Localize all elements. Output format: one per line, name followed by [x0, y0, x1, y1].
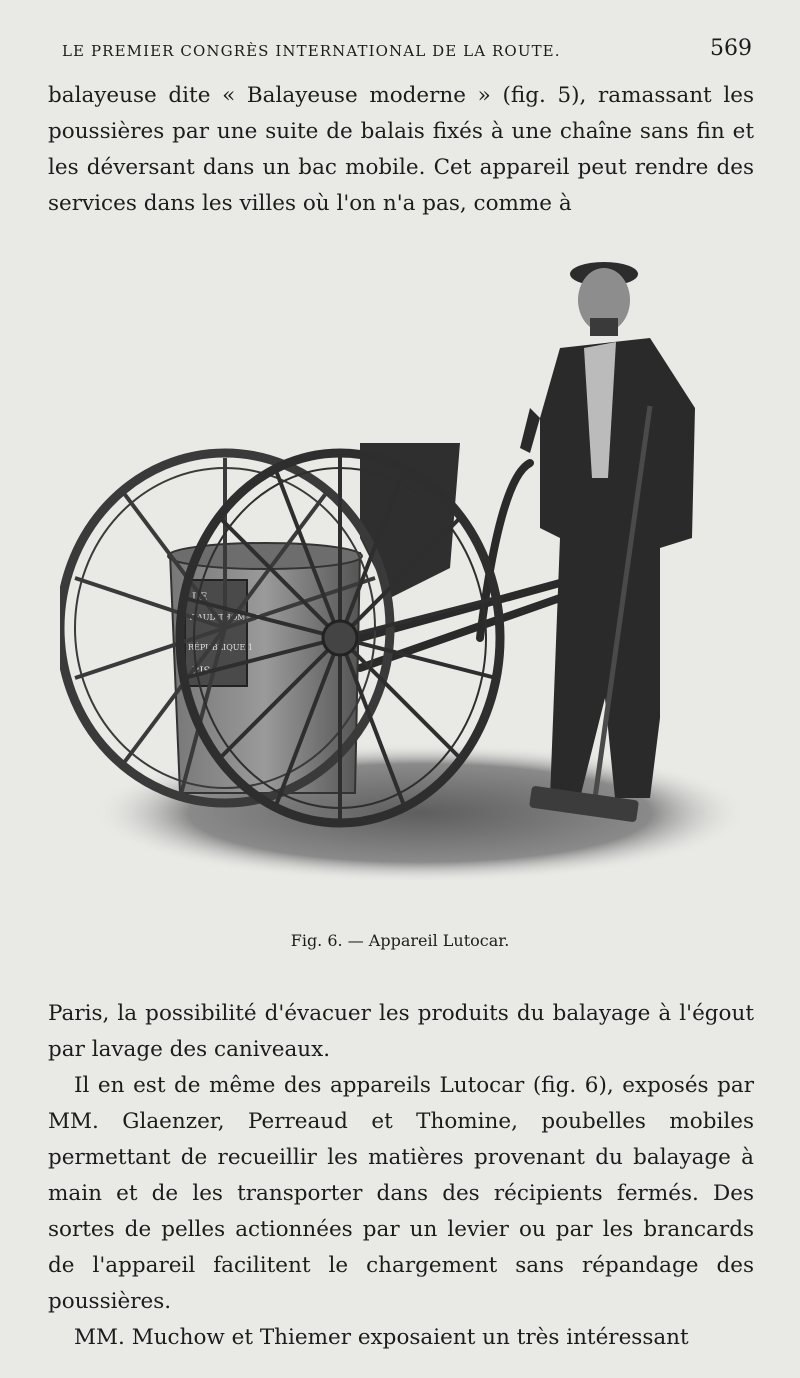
paragraph-2: Il en est de même des appareils Lutocar (fig. 6), exposés par MM. Glaenzer, Perreaud et Thomine, poubelles mobiles permettant de recueillir les matières provenant du balayage à main et de les transporter dans des récipients fermés. Des sortes de pelles actionnées par un levier ou par les brancards de l'appareil facilitent le chargement sans répandage des poussières. [48, 1073, 754, 1314]
bin-label-line-4: RIS [192, 666, 211, 677]
paragraph-continued: balayeuse dite « Balayeuse moderne » (fig. 5), ramassant les poussières par une suite de balais fixés à une chaîne sans fin et les déversant dans un bac mobile. Cet appareil peut rendre des services dans les villes où l'on n'a pas, comme à [48, 83, 754, 216]
paragraph-3: MM. Muchow et Thiemer exposaient un très intéressant [74, 1325, 689, 1350]
text-block-top [48, 78, 754, 222]
paragraph-1: Paris, la possibilité d'évacuer les produits du balayage à l'égout par lavage des caniveaux. [48, 1001, 754, 1062]
running-head [62, 38, 752, 68]
bin-label-line-3: RÉPUBLIQUE 1 [188, 643, 253, 652]
running-title: LE PREMIER CONGRÈS INTERNATIONAL DE LA ROUTE. [62, 42, 561, 60]
bin-label-line-2: VIAUD-THOMINE [188, 613, 262, 622]
figure-caption: Fig. 6. — Appareil Lutocar. [290, 931, 510, 950]
figure-photograph [60, 238, 740, 898]
text-block-bottom [48, 996, 754, 1356]
lutocar-cart-illustration [60, 238, 740, 898]
page-number: 569 [710, 36, 752, 61]
bin-label-line-1: DE [192, 592, 208, 603]
